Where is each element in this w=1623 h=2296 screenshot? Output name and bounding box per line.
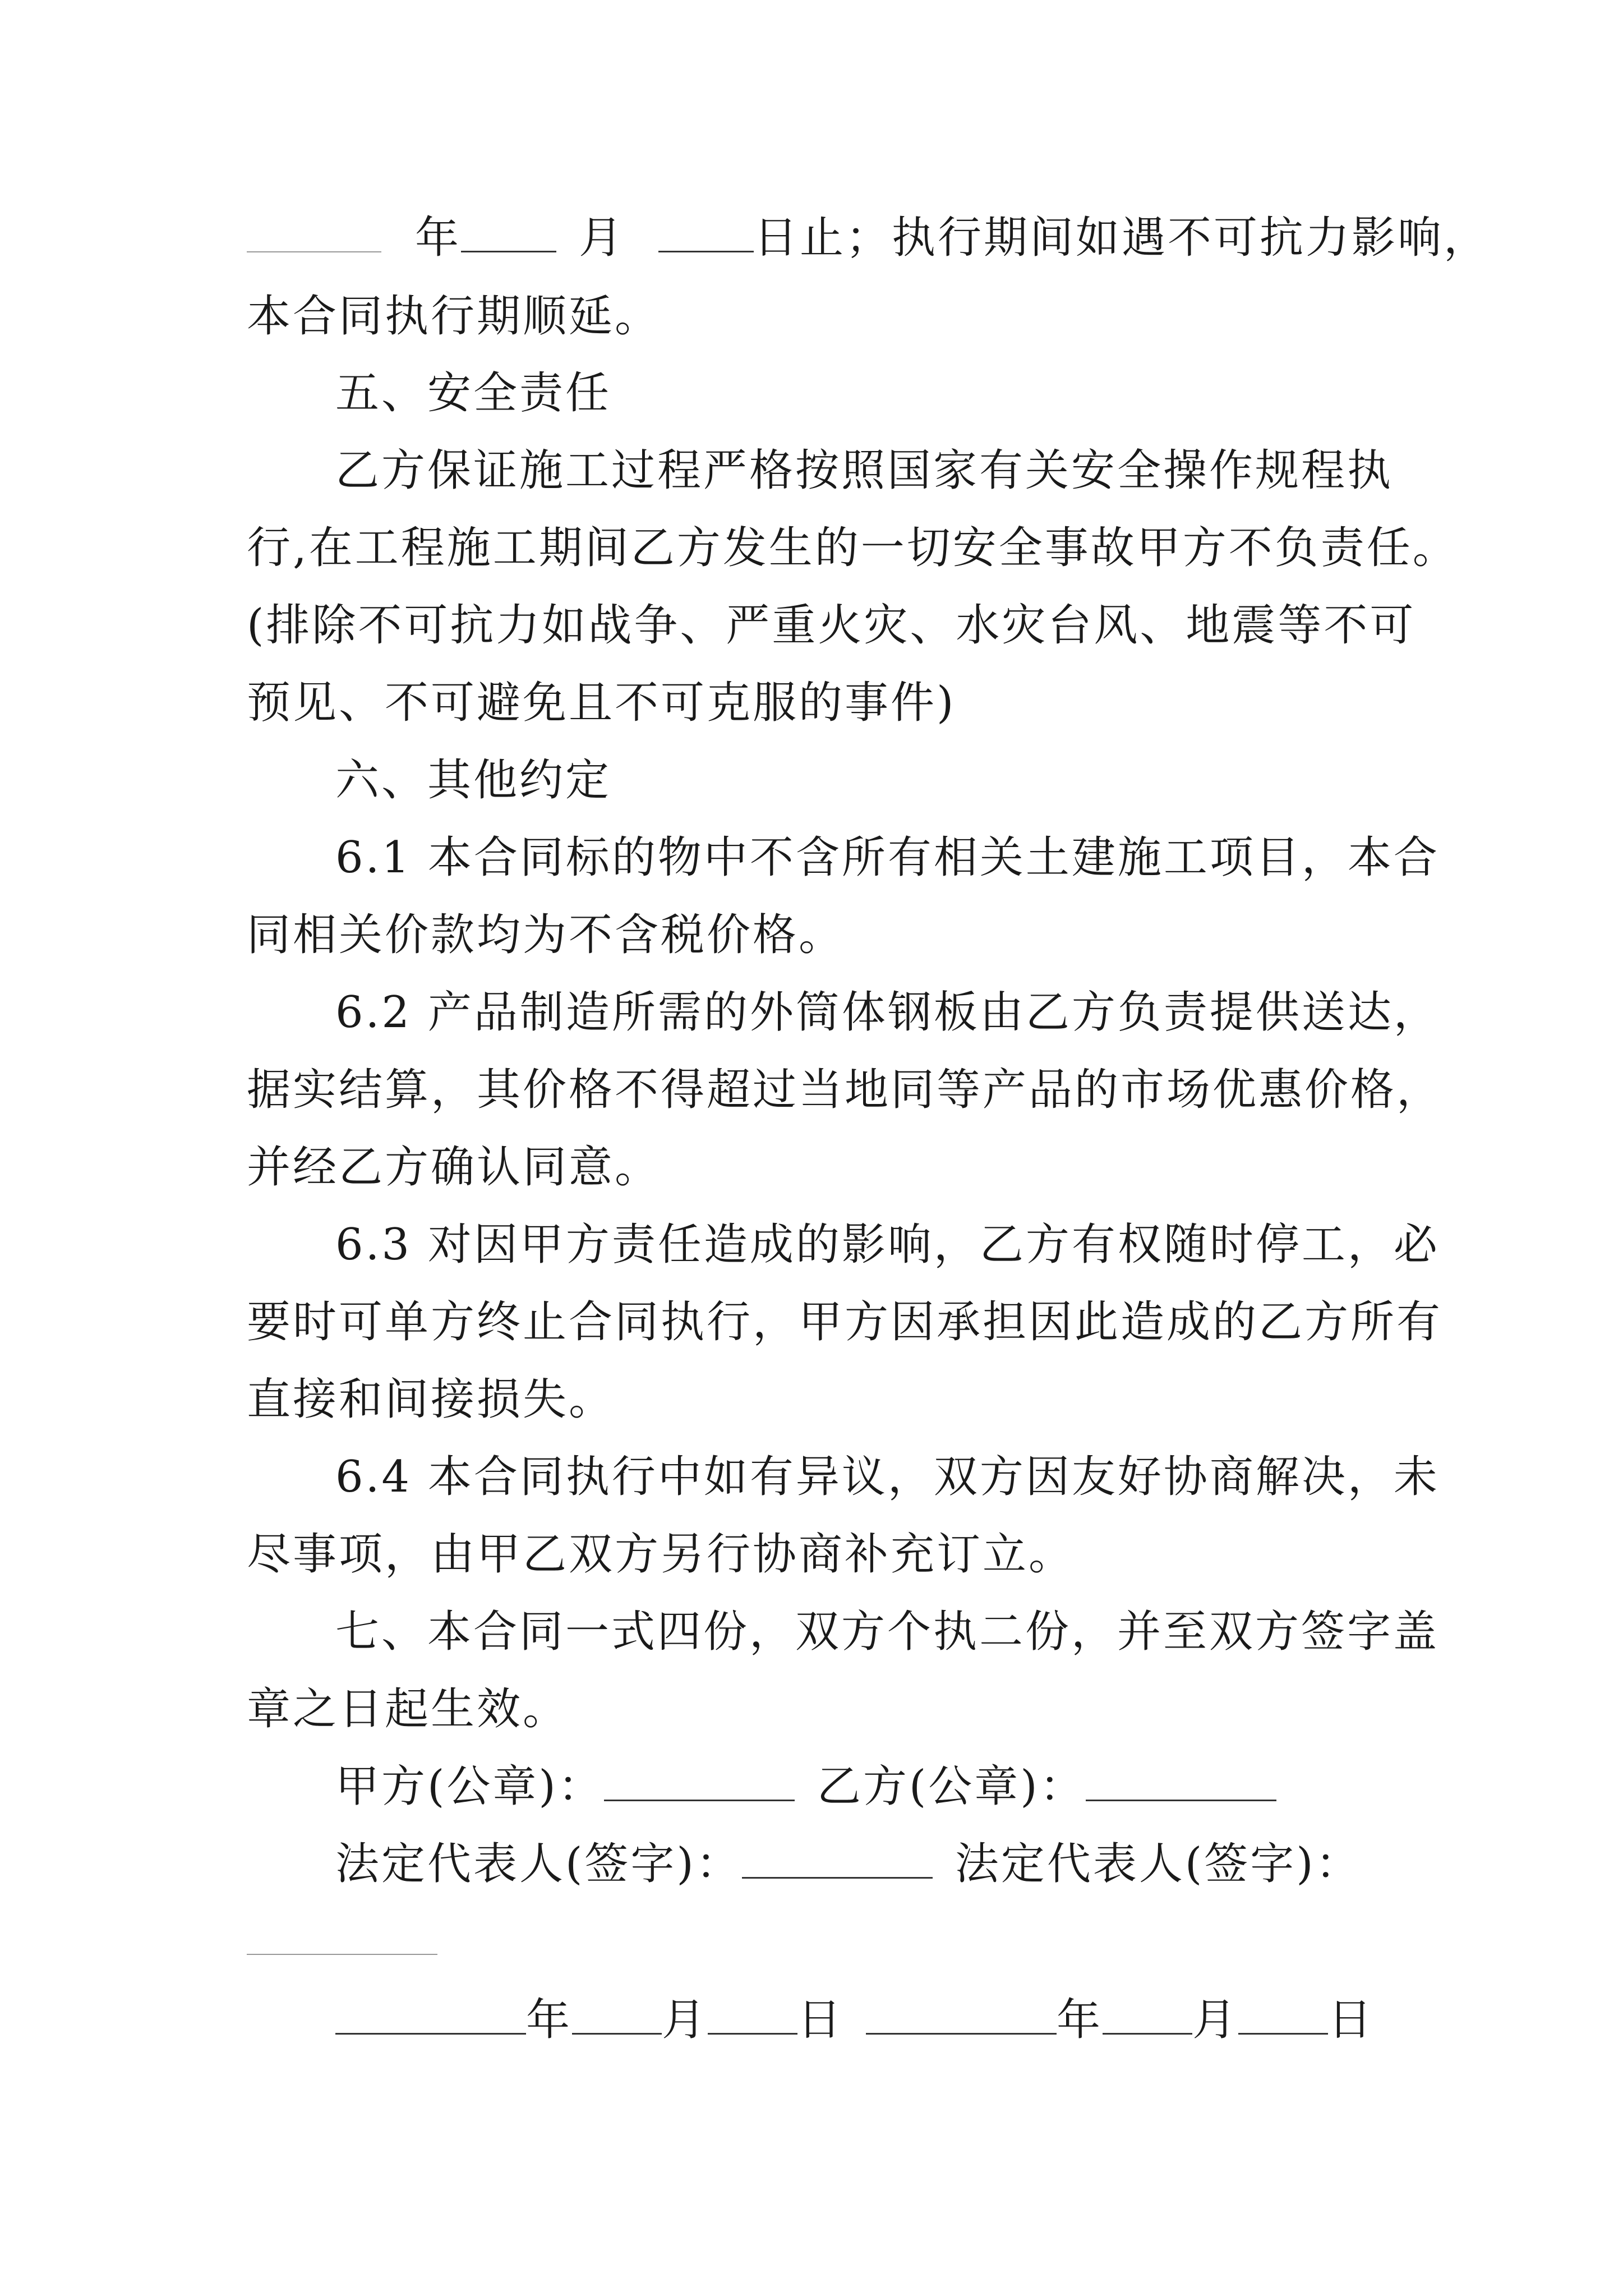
paragraph-line: 本合同执行期顺延。 (247, 291, 661, 342)
paragraph-line: 直接和间接损失。 (247, 1374, 615, 1425)
rep-a-label: 法定代表人(签字)： (335, 1839, 742, 1889)
paragraph-line: 同相关价款均为不含税价格。 (247, 910, 845, 960)
paragraph-line: 6.1 本合同标的物中不含所有相关土建施工项目，本合 (335, 832, 1440, 883)
party-b-month-label: 月 (1192, 1995, 1239, 2045)
paragraph-line: 七、本合同一式四份，双方个执二份，并至双方签字盖 (335, 1607, 1440, 1657)
rep-b-label: 法定代表人(签字)： (955, 1839, 1362, 1889)
paragraph-line: (排除不可抗力如战争、严重火灾、水灾台风、地震等不可 (247, 600, 1416, 651)
party-a-day-label: 日 (797, 1995, 844, 2045)
section-heading: 六、其他约定 (335, 755, 612, 806)
party-b-year-label: 年 (1057, 1995, 1103, 2045)
paragraph-line: 行,在工程施工期间乙方发生的一切安全事故甲方不负责任。 (247, 523, 1459, 573)
paragraph-line: 6.4 本合同执行中如有异议，双方因友好协商解决，未 (335, 1452, 1440, 1502)
month-label: 月 (579, 213, 625, 263)
paragraph-line: 乙方保证施工过程严格按照国家有关安全操作规程执 (335, 445, 1394, 496)
date-clause-rest: 日止；执行期间如遇不可抗力影响， (754, 213, 1490, 263)
party-b-month-blank (1103, 2001, 1192, 2035)
party-a-day-blank (708, 2001, 797, 2035)
party-b-day-blank (1238, 2001, 1328, 2035)
rep-b-signature-blank (247, 1922, 437, 1955)
paragraph-line: 并经乙方确认同意。 (247, 1142, 661, 1193)
paragraph-line: 章之日起生效。 (247, 1684, 569, 1734)
signing-date-line (335, 1995, 1375, 2045)
paragraph-line: 要时可单方终止合同执行，甲方因承担因此造成的乙方所有 (247, 1297, 1443, 1347)
month-number-blank (461, 219, 556, 252)
seal-line (335, 1761, 1276, 1812)
section-heading: 五、安全责任 (335, 368, 612, 418)
paragraph-line: 6.3 对因甲方责任造成的影响，乙方有权随时停工，必 (335, 1220, 1440, 1270)
party-b-year-blank (866, 2001, 1057, 2035)
party-a-year-blank (335, 2001, 526, 2035)
rep-a-signature-blank (742, 1846, 933, 1879)
signature-continuation-line (247, 1918, 437, 1962)
party-b-seal-label: 乙方(公章)： (817, 1761, 1086, 1812)
party-a-seal-label: 甲方(公章)： (335, 1761, 604, 1812)
date-clause-line (247, 213, 1490, 263)
year-label: 年 (415, 213, 462, 263)
paragraph-line: 据实结算，其价格不得超过当地同等产品的市场优惠价格， (247, 1065, 1443, 1115)
paragraph-line: 预见、不可避免且不可克服的事件) (247, 678, 956, 728)
party-a-year-label: 年 (526, 1995, 573, 2045)
party-a-seal-blank (604, 1768, 795, 1801)
party-a-month-blank (572, 2001, 662, 2035)
year-blank (247, 220, 381, 252)
party-b-seal-blank (1086, 1768, 1276, 1801)
party-b-day-label: 日 (1328, 1995, 1375, 2045)
day-blank (658, 219, 754, 252)
paragraph-line: 6.2 产品制造所需的外筒体钢板由乙方负责提供送达， (335, 987, 1440, 1038)
signature-line (335, 1839, 1362, 1889)
paragraph-line: 尽事项，由甲乙双方另行协商补充订立。 (247, 1529, 1075, 1580)
party-a-month-label: 月 (662, 1995, 708, 2045)
